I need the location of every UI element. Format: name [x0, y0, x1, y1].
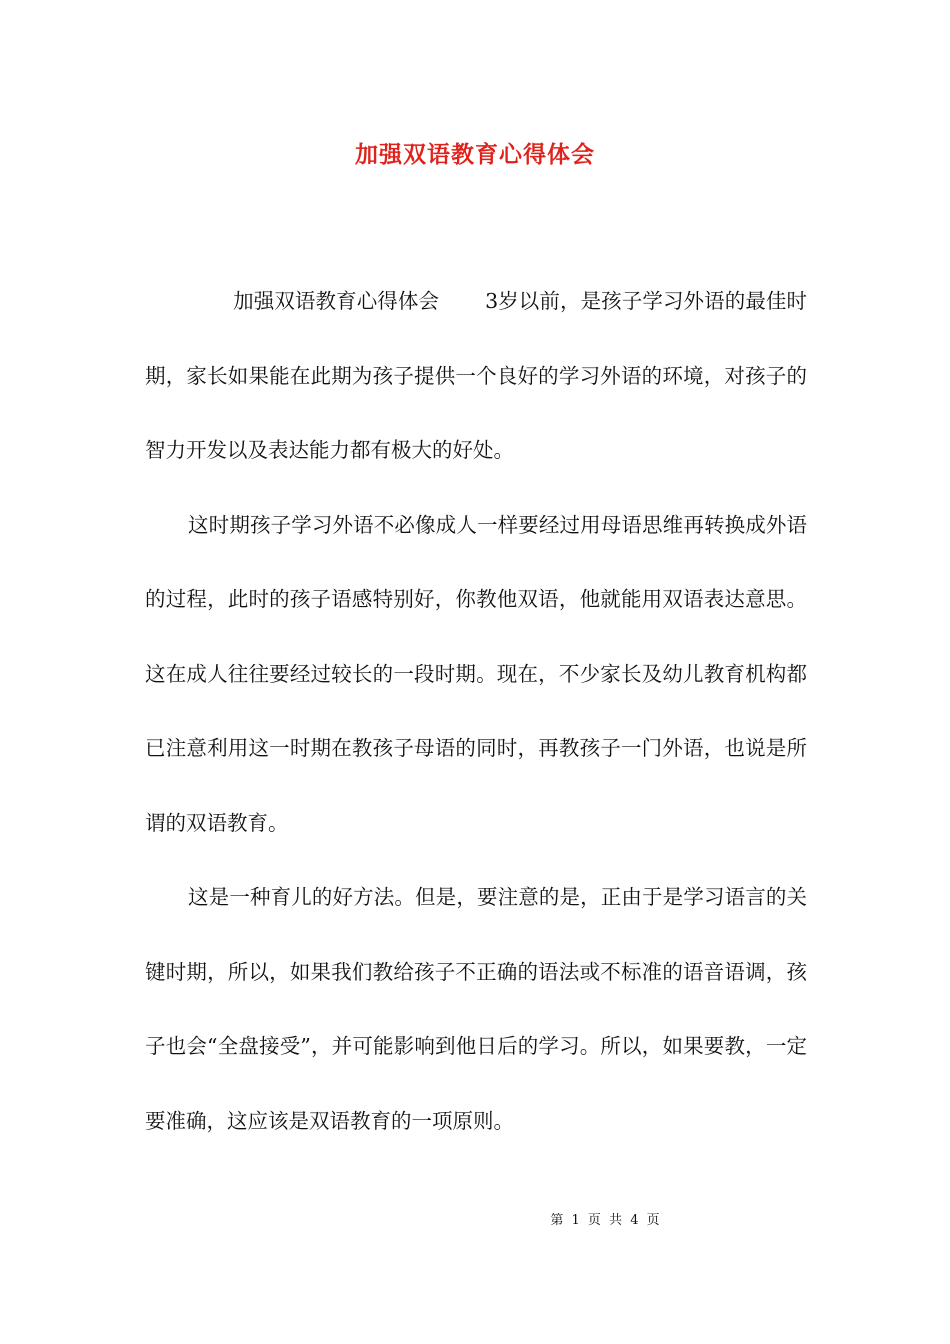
paragraph-1-text: 3岁以前，是孩子学习外语的最佳时期，家长如果能在此期为孩子提供一个良好的学习外语的环境，对孩子的智力开发以及表达能力都有极大的好处。 — [145, 289, 808, 462]
paragraph-2: 这时期孩子学习外语不必像成人一样要经过用母语思维再转换成外语的过程，此时的孩子语感特别好，你教他双语，他就能用双语表达意思。这在成人往往要经过较长的一段时期。现在，不少家长及幼儿教育机构都已注意利用这一时期在教孩子母语的同时，再教孩子一门外语，也说是所谓的双语教育。 — [145, 512, 807, 835]
paragraph-1 — [145, 264, 807, 488]
document-title: 加强双语教育心得体会 — [355, 141, 595, 168]
document-body — [145, 264, 807, 1158]
page-number-footer: 第 1 页 共 4 页 — [550, 1213, 662, 1228]
paragraph-3: 这是一种育儿的好方法。但是，要注意的是，正由于是学习语言的关键时期，所以，如果我们教给孩子不正确的语法或不标准的语音语调，孩子也会“全盘接受”，并可能影响到他日后的学习。所以，如果要教，一定要准确，这应该是双语教育的一项原则。 — [145, 885, 807, 1133]
paragraph-1-lead: 加强双语教育心得体会 — [233, 289, 440, 313]
